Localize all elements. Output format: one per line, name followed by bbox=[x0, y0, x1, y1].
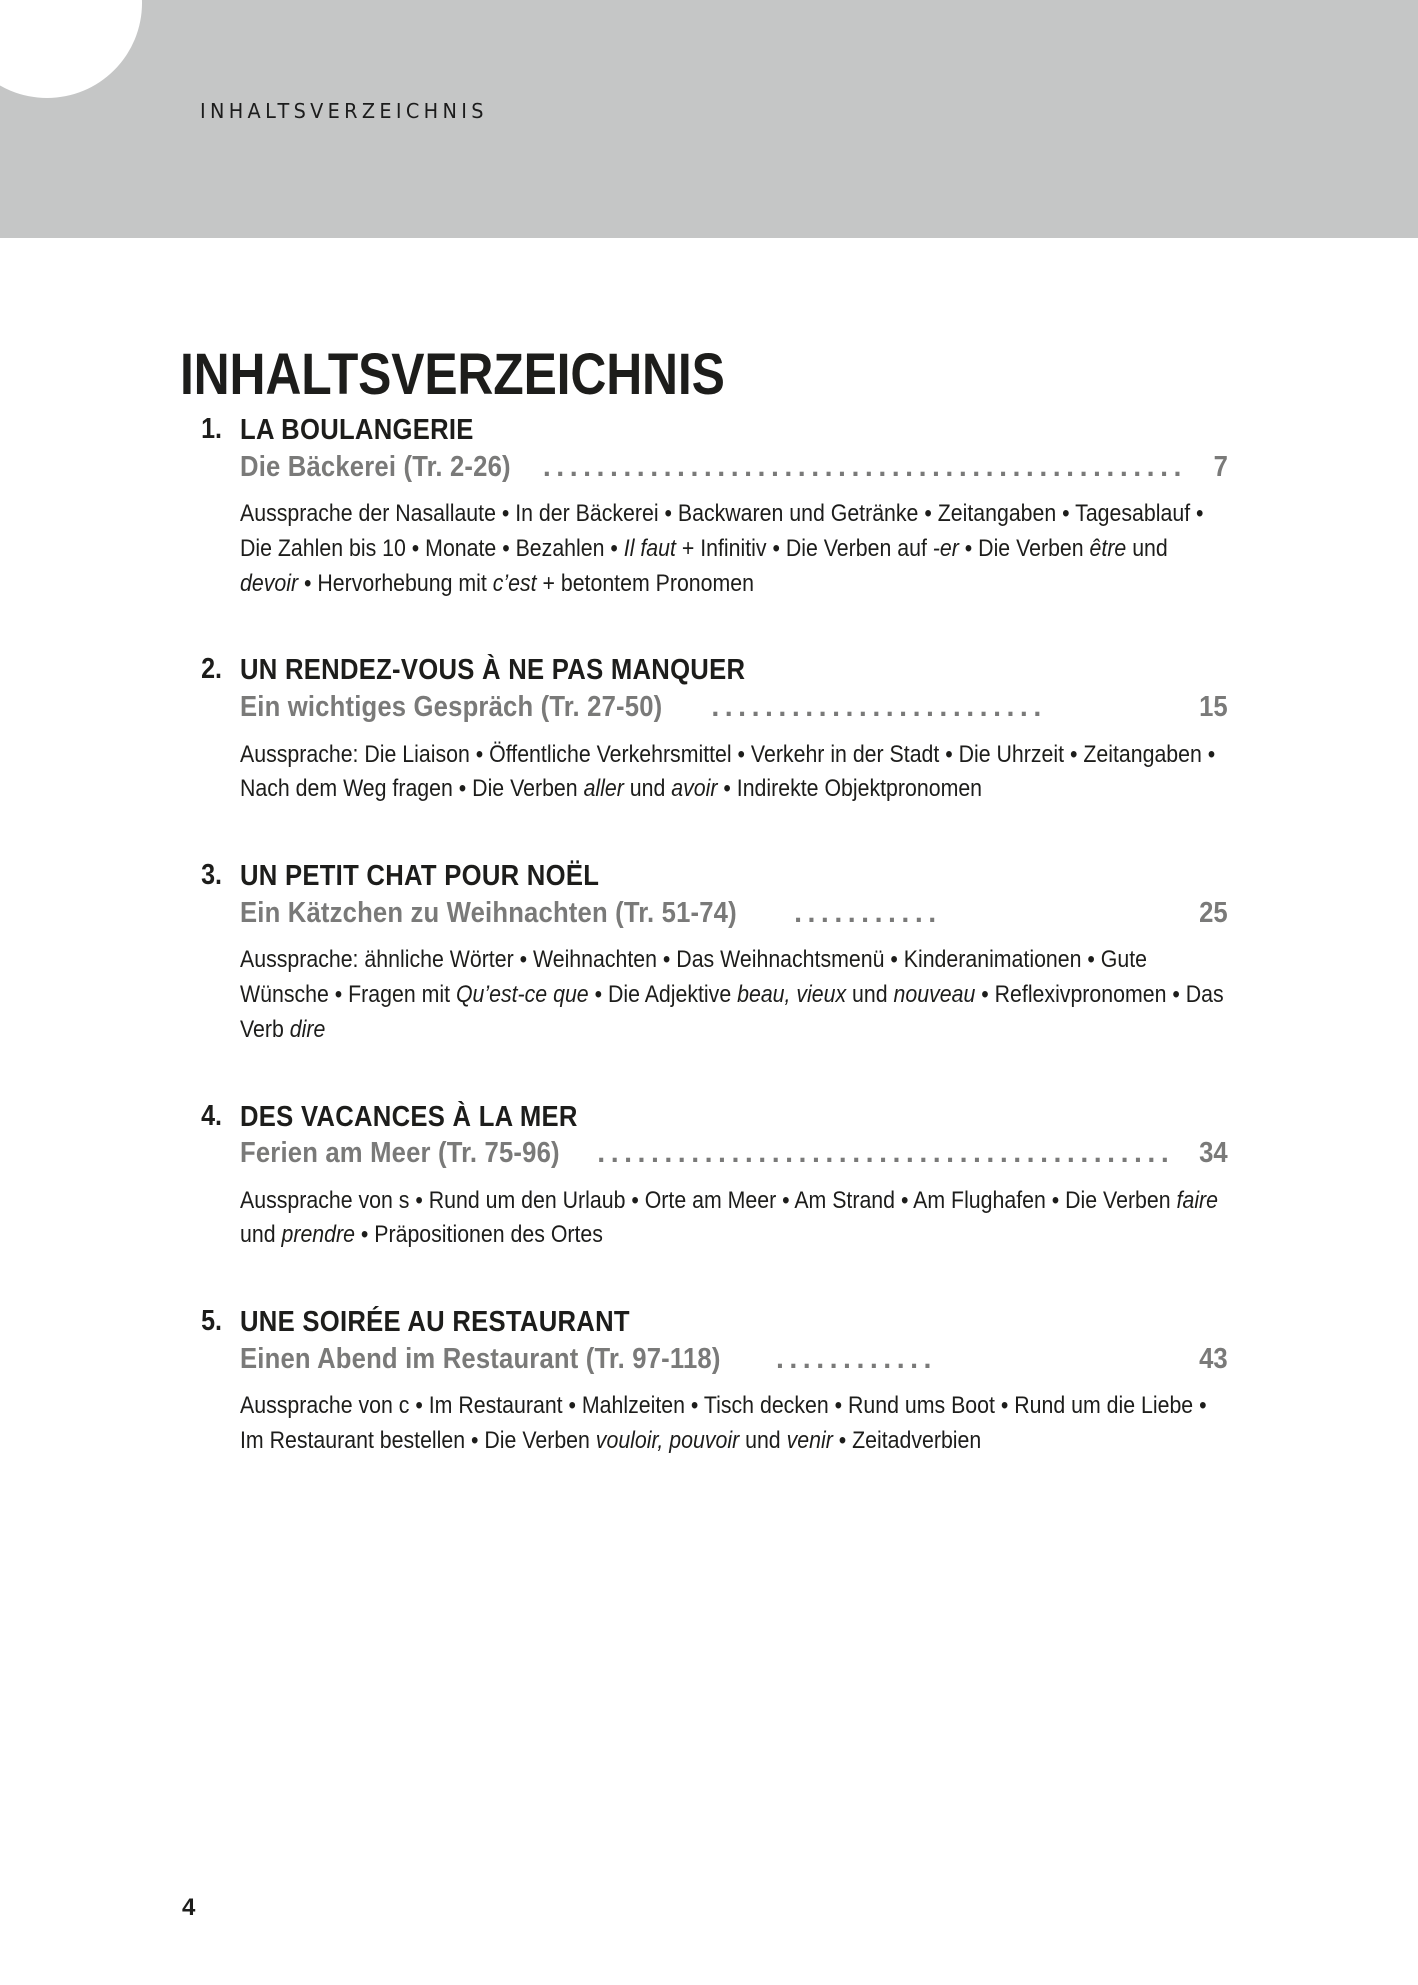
toc-entry-description: Aussprache der Nasallaute • In der Bäckerei • Backwaren und Getränke • Zeitangaben • Tagesablauf • Die Zahlen bis 10 • Monate • Bezahlen • Il faut + Infinitiv • Die Verben auf -er • Die Verben être und devoir • Hervorhebung mit c’est + betontem Pronomen bbox=[240, 500, 1204, 597]
toc-entry-description: Aussprache von c • Im Restaurant • Mahlzeiten • Tisch decken • Rund ums Boot • Rund um die Liebe • Im Restaurant bestellen • Die Verben vouloir, pouvoir und venir • Zeitadverbien bbox=[240, 1392, 1207, 1455]
toc-entry-subtitle-row[interactable] bbox=[240, 690, 1228, 725]
toc-entry-page-number: 43 bbox=[1199, 1342, 1228, 1375]
toc-entry bbox=[0, 653, 1418, 807]
toc-dot-leader: ................................................ bbox=[542, 450, 1187, 483]
toc-entry-title-german: Ferien am Meer (Tr. 75-96) bbox=[240, 1137, 560, 1170]
toc-entry-title-french[interactable]: UN PETIT CHAT POUR NOËL bbox=[240, 860, 600, 893]
page-title: INHALTSVERZEICHNIS bbox=[180, 342, 725, 407]
toc-entry bbox=[0, 859, 1418, 1047]
footer-page-number: 4 bbox=[182, 1894, 196, 1921]
toc-entry-number: 5. bbox=[201, 1305, 222, 1338]
page-content bbox=[0, 238, 1418, 1985]
toc-entry-title-french[interactable]: DES VACANCES À LA MER bbox=[240, 1100, 578, 1133]
table-of-contents bbox=[0, 413, 1418, 1511]
toc-entry-title-french[interactable]: UNE SOIRÉE AU RESTAURANT bbox=[240, 1306, 630, 1339]
toc-entry-description: Aussprache: Die Liaison • Öffentliche Verkehrsmittel • Verkehr in der Stadt • Die Uhrzeit • Zeitangaben • Nach dem Weg fragen • Die Verben aller und avoir • Indirekte Objektpronomen bbox=[240, 740, 1216, 803]
toc-entry-subtitle-row[interactable] bbox=[240, 896, 1228, 931]
toc-entry-number: 2. bbox=[201, 653, 222, 686]
toc-entry-page-number: 25 bbox=[1199, 896, 1228, 929]
toc-entry-description: Aussprache: ähnliche Wörter • Weihnachten • Das Weihnachtsmenü • Kinderanimationen • Gute Wünsche • Fragen mit Qu’est-ce que • Die Adjektive beau, vieux und nouveau • Reflexivpronomen • Das Verb dire bbox=[240, 946, 1224, 1043]
toc-entry-description: Aussprache von s • Rund um den Urlaub • Orte am Meer • Am Strand • Am Flughafen • Die Verben faire und prendre • Präpositionen des Ortes bbox=[240, 1186, 1219, 1249]
toc-entry-page-number: 34 bbox=[1199, 1137, 1228, 1170]
toc-entry-title-german: Die Bäckerei (Tr. 2-26) bbox=[240, 450, 511, 483]
toc-entry-heading bbox=[201, 1305, 1228, 1377]
page-header-band bbox=[0, 0, 1418, 238]
toc-entry-heading bbox=[201, 859, 1228, 931]
toc-entry-title-french[interactable]: UN RENDEZ-VOUS À NE PAS MANQUER bbox=[240, 654, 746, 687]
toc-entry-title-german: Ein Kätzchen zu Weihnachten (Tr. 51-74) bbox=[240, 896, 737, 929]
toc-dot-leader: ........................................... bbox=[597, 1137, 1175, 1170]
toc-entry-number: 3. bbox=[201, 859, 222, 892]
toc-entry-subtitle-row[interactable] bbox=[240, 450, 1228, 485]
toc-entry bbox=[0, 1100, 1418, 1254]
toc-entry-subtitle-row[interactable] bbox=[240, 1136, 1228, 1171]
toc-dot-leader: ............ bbox=[775, 1342, 937, 1375]
toc-entry-heading bbox=[201, 413, 1228, 485]
toc-entry-title-german: Ein wichtiges Gespräch (Tr. 27-50) bbox=[240, 691, 663, 724]
toc-entry-page-number: 15 bbox=[1199, 691, 1228, 724]
toc-dot-leader: ......................... bbox=[711, 691, 1047, 724]
header-circle-cutout bbox=[0, 0, 142, 98]
running-header-title: INHALTSVERZEICHNIS bbox=[200, 99, 488, 123]
toc-entry bbox=[0, 1305, 1418, 1459]
toc-entry-title-french[interactable]: LA BOULANGERIE bbox=[240, 414, 474, 446]
toc-entry-title-german: Einen Abend im Restaurant (Tr. 97-118) bbox=[240, 1342, 721, 1375]
toc-entry-number: 4. bbox=[201, 1099, 222, 1132]
toc-entry-page-number: 7 bbox=[1213, 450, 1228, 483]
toc-entry-heading bbox=[201, 1099, 1228, 1172]
toc-entry-subtitle-row[interactable] bbox=[240, 1342, 1228, 1377]
toc-entry-number: 1. bbox=[201, 413, 222, 445]
toc-entry-heading bbox=[201, 653, 1228, 725]
toc-entry bbox=[0, 413, 1418, 601]
toc-dot-leader: ........... bbox=[794, 896, 942, 929]
